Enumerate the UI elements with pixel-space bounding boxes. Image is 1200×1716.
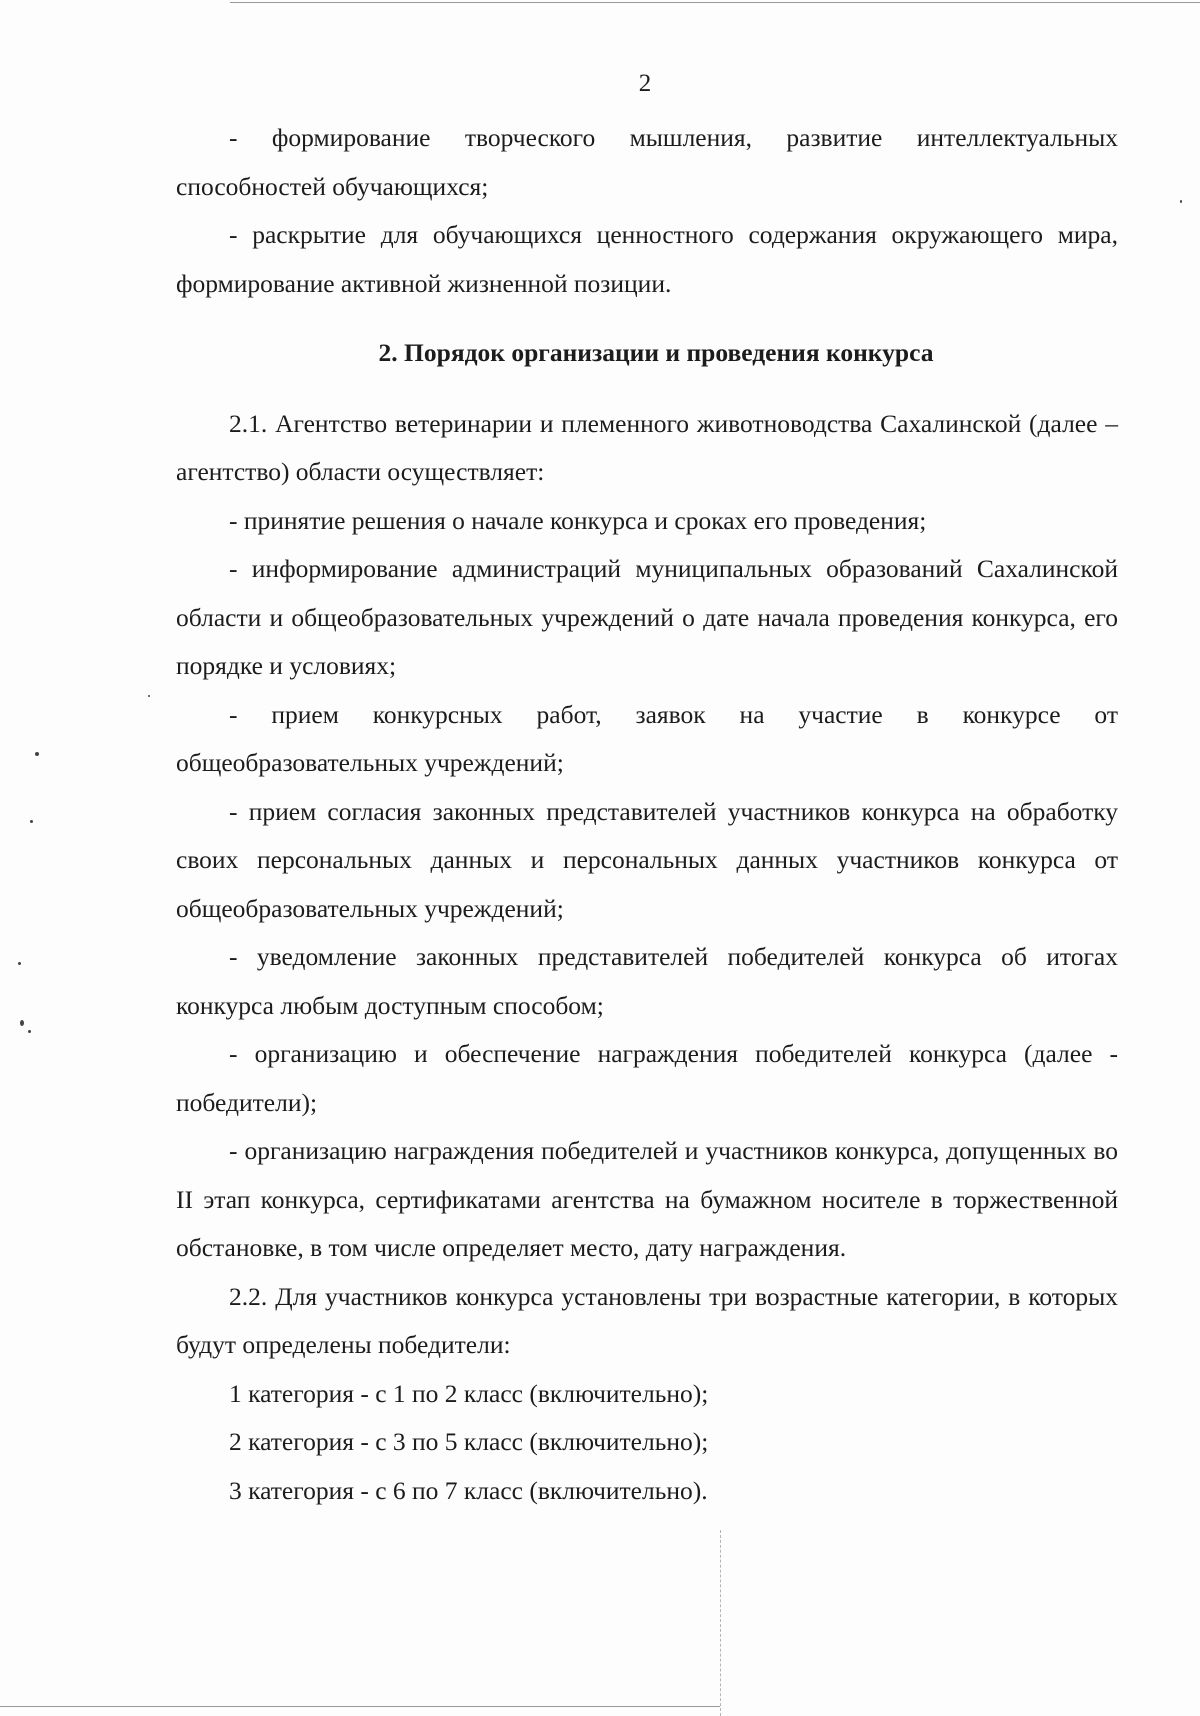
clause-2-1-item: - уведомление законных представителей победителей конкурса об итогах конкурса любым доступным способом; [176, 942, 1118, 1020]
age-category-item: 2 категория - с 3 по 5 класс (включительно); [229, 1427, 709, 1456]
document-body [176, 114, 1118, 1515]
scan-speck [35, 752, 39, 756]
clause-2-1-item: - информирование администраций муниципальных образований Сахалинской области и общеобразовательных учреждений о дате начала проведения конкурса, его порядке и условиях; [176, 554, 1118, 680]
scan-speck [20, 1020, 24, 1026]
intro-paragraph: - формирование творческого мышления, развитие интеллектуальных способностей обучающихся; [176, 123, 1118, 201]
intro-paragraph: - раскрытие для обучающихся ценностного содержания окружающего мира, формирование активной жизненной позиции. [176, 220, 1118, 298]
age-category-item: 3 категория - с 6 по 7 класс (включительно). [229, 1475, 708, 1505]
scan-speck [18, 962, 21, 965]
clause-2-1-item: - прием согласия законных представителей участников конкурса на обработку своих персональных данных и персональных данных участников конкурса от общеобразовательных учреждений; [176, 796, 1118, 923]
scan-edge-line [230, 2, 1200, 3]
age-category-item: 1 категория - с 1 по 2 класс (включительно); [229, 1378, 709, 1408]
clause-2-1-item: - организацию награждения победителей и участников конкурса, допущенных во II этап конкурса, сертификатами агентства на бумажном носителе в торжественной обстановке, в том числе определяет место, дату награждения. [176, 1136, 1118, 1262]
scan-speck [148, 695, 150, 697]
clause-2-1-lead: 2.1. Агентство ветеринарии и племенного животноводства Сахалинской (далее – агентство) области осуществляет: [176, 408, 1118, 486]
clause-2-1-item: - организацию и обеспечение награждения победителей конкурса (далее - победители); [176, 1039, 1118, 1117]
scan-speck [28, 1030, 31, 1033]
page-number: 2 [638, 70, 652, 97]
scan-speck [30, 820, 33, 823]
scan-edge-line [0, 1706, 720, 1707]
fold-line [720, 1530, 721, 1716]
scan-speck [1180, 200, 1182, 203]
section-heading: 2. Порядок организации и проведения конкурса [378, 338, 934, 367]
clause-2-1-item: - принятие решения о начале конкурса и сроках его проведения; [229, 505, 927, 535]
clause-2-1-item: - прием конкурсных работ, заявок на участие в конкурсе от общеобразовательных учреждений; [176, 699, 1118, 777]
clause-2-2-lead: 2.2. Для участников конкурса установлены три возрастные категории, в которых будут определены победители: [176, 1281, 1118, 1359]
